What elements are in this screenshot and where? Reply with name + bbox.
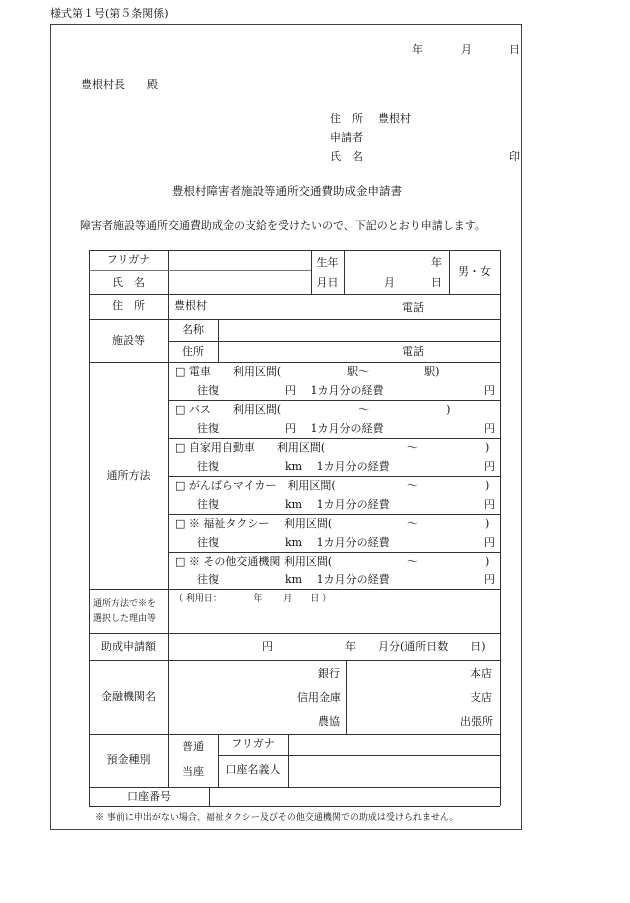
yen-unit: 円 — [484, 498, 495, 511]
yen-unit: 円 — [484, 536, 495, 549]
intro-text: 障害者施設等通所交通費助成金の支給を受けたいので、下記のとおり申請します。 — [80, 219, 486, 232]
bank-type-nokyo[interactable]: 農協 — [318, 715, 340, 728]
seal-mark: 印 — [509, 150, 520, 163]
yen-unit: 円 — [484, 384, 495, 397]
birth-label-bottom: 月日 — [316, 276, 339, 289]
furigana-input[interactable] — [170, 251, 310, 269]
route-close: ) — [485, 517, 490, 530]
route-tilde: ～ — [407, 555, 418, 568]
address-value[interactable]: 豊根村 — [174, 299, 207, 312]
furigana-label: フリガナ — [106, 253, 151, 266]
footnote: ※ 事前に申出がない場合、福祉タクシー及びその他交通機関での助成は受けられません。 — [95, 813, 459, 823]
commute-taxi-cost[interactable]: 往復 km 1カ月分の経費 — [197, 536, 390, 549]
commute-label: 通所方法 — [106, 469, 151, 482]
branch-head-office[interactable]: 本店 — [470, 667, 492, 680]
applicant-address-label: 住 所 — [330, 112, 363, 125]
birth-day[interactable]: 日 — [431, 276, 442, 289]
commute-car-cost[interactable]: 往復 km 1カ月分の経費 — [197, 460, 390, 473]
commute-other-cost[interactable]: 往復 km 1カ月分の経費 — [197, 573, 390, 586]
deposit-label: 預金種別 — [106, 753, 151, 766]
date-month[interactable]: 月 — [461, 43, 472, 56]
holder-name-input[interactable] — [290, 757, 498, 786]
name-label: 氏 名 — [112, 276, 145, 289]
form-title: 豊根村障害者施設等通所交通費助成金申請書 — [172, 184, 402, 198]
yen-unit: 円 — [484, 460, 495, 473]
bank-label: 金融機関名 — [101, 690, 156, 703]
deposit-toza[interactable]: 当座 — [182, 765, 204, 778]
route-close: ) — [485, 441, 490, 454]
facility-label: 施設等 — [112, 334, 145, 347]
yen-unit: 円 — [484, 422, 495, 435]
commute-mycar-cost[interactable]: 往復 km 1カ月分の経費 — [197, 498, 390, 511]
bank-type-shinkin[interactable]: 信用金庫 — [297, 691, 341, 704]
commute-mycar-line[interactable]: □ がんばらマイカー 利用区間( — [175, 479, 336, 492]
holder-furigana-label: フリガナ — [231, 737, 275, 750]
birth-label-top: 生年 — [316, 256, 339, 269]
addressee: 豊根村長 殿 — [81, 78, 158, 91]
commute-train-cost[interactable]: 往復 円 1カ月分の経費 — [197, 384, 384, 397]
facility-phone-label: 電話 — [402, 345, 424, 358]
subsidy-label: 助成申請額 — [101, 640, 156, 653]
holder-name-label: 口座名義人 — [225, 763, 281, 776]
form-number: 様式第１号(第５条関係) — [50, 7, 169, 20]
commute-taxi-line[interactable]: □ ※ 福祉タクシー 利用区間( — [175, 517, 333, 530]
gender-select[interactable]: 男・女 — [458, 265, 491, 278]
route-close: ) — [485, 555, 490, 568]
commute-bus-line[interactable]: □ バス 利用区間( ～ ) — [175, 403, 451, 416]
route-tilde: ～ — [407, 441, 418, 454]
birth-month[interactable]: 月 — [384, 276, 395, 289]
name-input[interactable] — [170, 272, 310, 293]
facility-address-label: 住所 — [182, 345, 204, 358]
commute-train-line[interactable]: □ 電車 利用区間( 駅～ 駅) — [175, 365, 440, 378]
birth-year[interactable]: 年 — [431, 256, 442, 269]
reason-label-2: 選択した理由等 — [93, 614, 157, 624]
date-year[interactable]: 年 — [412, 43, 423, 56]
commute-other-line[interactable]: □ ※ その他交通機関 利用区間( — [175, 555, 333, 568]
reason-label-1: 通所方法で※を — [93, 599, 157, 609]
applicant-address-value[interactable]: 豊根村 — [378, 112, 411, 125]
commute-bus-cost[interactable]: 往復 円 1カ月分の経費 — [197, 422, 384, 435]
usage-date[interactable]: （ 利用日： 年 月 日 ） — [174, 594, 332, 604]
route-close: ) — [485, 479, 490, 492]
account-number-input[interactable] — [211, 788, 498, 805]
route-tilde: ～ — [407, 479, 418, 492]
date-day[interactable]: 日 — [509, 43, 520, 56]
deposit-futsu[interactable]: 普通 — [182, 740, 204, 753]
commute-car-line[interactable]: □ 自家用自動車 利用区間( — [175, 441, 326, 454]
branch-sub-branch[interactable]: 出張所 — [460, 715, 493, 728]
subsidy-yen[interactable]: 円 — [262, 640, 273, 653]
applicant-name-label: 氏 名 — [330, 150, 363, 163]
facility-name-label: 名称 — [182, 323, 204, 336]
route-tilde: ～ — [407, 517, 418, 530]
branch-branch[interactable]: 支店 — [470, 691, 492, 704]
applicant-label: 申請者 — [330, 131, 363, 144]
bank-type-bank[interactable]: 銀行 — [318, 667, 340, 680]
subsidy-period[interactable]: 年 月分(通所日数 日) — [345, 640, 486, 653]
yen-unit: 円 — [484, 573, 495, 586]
holder-furigana-input[interactable] — [290, 736, 498, 754]
account-number-label: 口座番号 — [127, 790, 171, 803]
address-phone-label: 電話 — [402, 301, 424, 314]
address-label: 住 所 — [112, 299, 145, 312]
